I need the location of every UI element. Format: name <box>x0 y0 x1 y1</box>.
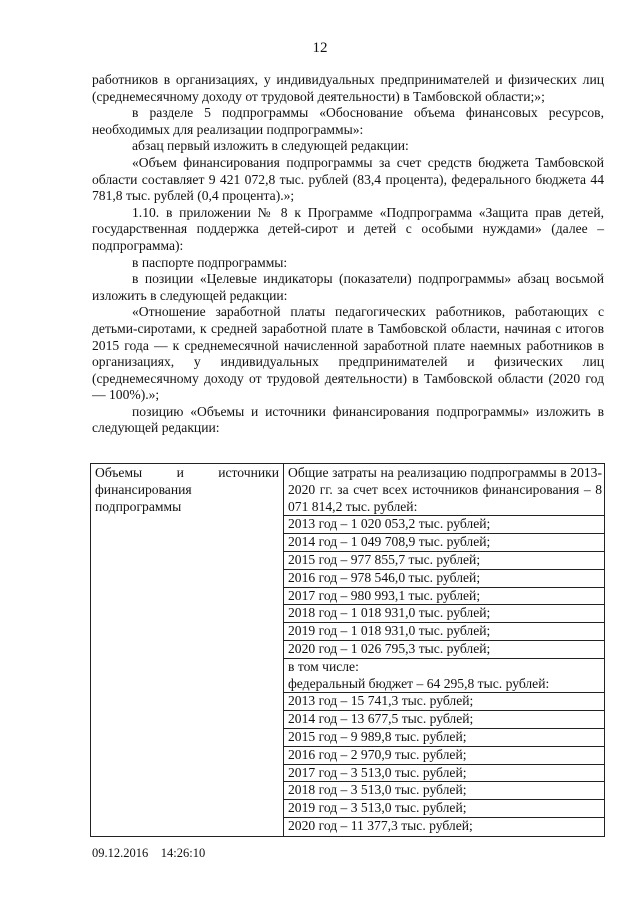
total-year-row: 2013 год – 1 020 053,2 тыс. рублей; <box>284 515 604 533</box>
federal-budget-label: федеральный бюджет – 64 295,8 тыс. рублей: <box>288 675 550 691</box>
including-label: в том числе: <box>284 658 604 676</box>
total-year-row: 2019 год – 1 018 931,0 тыс. рублей; <box>284 622 604 640</box>
print-timestamp <box>92 846 205 861</box>
federal-year-row: 2018 год – 3 513,0 тыс. рублей; <box>284 781 604 799</box>
page-number: 12 <box>312 40 328 56</box>
federal-year-row: 2013 год – 15 741,3 тыс. рублей; <box>284 692 604 710</box>
paragraph: «Отношение заработной платы педагогических работников, работающих с детьми-сиротами, к средней заработной плате в Тамбовской области, начиная с итогов 2015 года — к среднемесячной начисленной заработной плате наемных работников в организациях, у индивидуальных предпринимателей и физических лиц (среднемесячному доходу от трудовой деятельности) в Тамбовской области (2020 год — 100%).»; <box>92 304 604 403</box>
paragraph: позицию «Объемы и источники финансирования подпрограммы» изложить в следующей редакции: <box>92 403 604 436</box>
federal-year-row: 2016 год – 2 970,9 тыс. рублей; <box>284 746 604 764</box>
paragraph: в паспорте подпрограммы: <box>132 254 288 270</box>
funding-intro: Общие затраты на реализацию подпрограммы в 2013-2020 гг. за счет всех источников финансирования – 8 071 814,2 тыс. рублей: <box>288 465 602 514</box>
total-year-row: 2017 год – 980 993,1 тыс. рублей; <box>284 587 604 605</box>
total-year-row: 2016 год – 978 546,0 тыс. рублей; <box>284 569 604 587</box>
federal-year-row: 2017 год – 3 513,0 тыс. рублей; <box>284 764 604 782</box>
funding-table <box>90 463 605 837</box>
total-year-row: 2018 год – 1 018 931,0 тыс. рублей; <box>284 604 604 622</box>
document-body <box>92 72 604 437</box>
total-year-row: 2014 год – 1 049 708,9 тыс. рублей; <box>284 533 604 551</box>
total-year-row: 2015 год – 977 855,7 тыс. рублей; <box>284 551 604 569</box>
paragraph: «Объем финансирования подпрограммы за счет средств бюджета Тамбовской области составляет 9 421 072,8 тыс. рублей (83,4 процента), федерального бюджета 44 781,8 тыс. рублей (0,4 процента).»; <box>92 154 604 204</box>
funding-label-cell: Объемы и источники финансирования подпрограммы <box>91 464 284 837</box>
table-row <box>91 464 605 837</box>
paragraph: абзац первый изложить в следующей редакции: <box>132 138 409 154</box>
federal-year-row: 2014 год – 13 677,5 тыс. рублей; <box>284 710 604 728</box>
paragraph: работников в организациях, у индивидуальных предпринимателей и физических лиц (среднемесячному доходу от трудовой деятельности) в Тамбовской области;»; <box>92 72 604 104</box>
federal-year-row: 2015 год – 9 989,8 тыс. рублей; <box>284 728 604 746</box>
total-year-row: 2020 год – 1 026 795,3 тыс. рублей; <box>284 640 604 658</box>
paragraph: 1.10. в приложении № 8 к Программе «Подпрограмма «Защита прав детей, государственная поддержка детей-сирот и детей с особыми нуждами» (далее – подпрограмма): <box>92 204 604 253</box>
print-date: 09.12.2016 <box>92 846 149 860</box>
paragraph: в позиции «Целевые индикаторы (показатели) подпрограммы» абзац восьмой изложить в следующей редакции: <box>92 271 604 303</box>
funding-values-cell <box>284 464 605 837</box>
federal-year-row: 2019 год – 3 513,0 тыс. рублей; <box>284 799 604 817</box>
federal-year-row: 2020 год – 11 377,3 тыс. рублей; <box>284 817 604 835</box>
print-time: 14:26:10 <box>160 846 206 860</box>
paragraph: в разделе 5 подпрограммы «Обоснование объема финансовых ресурсов, необходимых для реализации подпрограммы»: <box>92 105 604 137</box>
